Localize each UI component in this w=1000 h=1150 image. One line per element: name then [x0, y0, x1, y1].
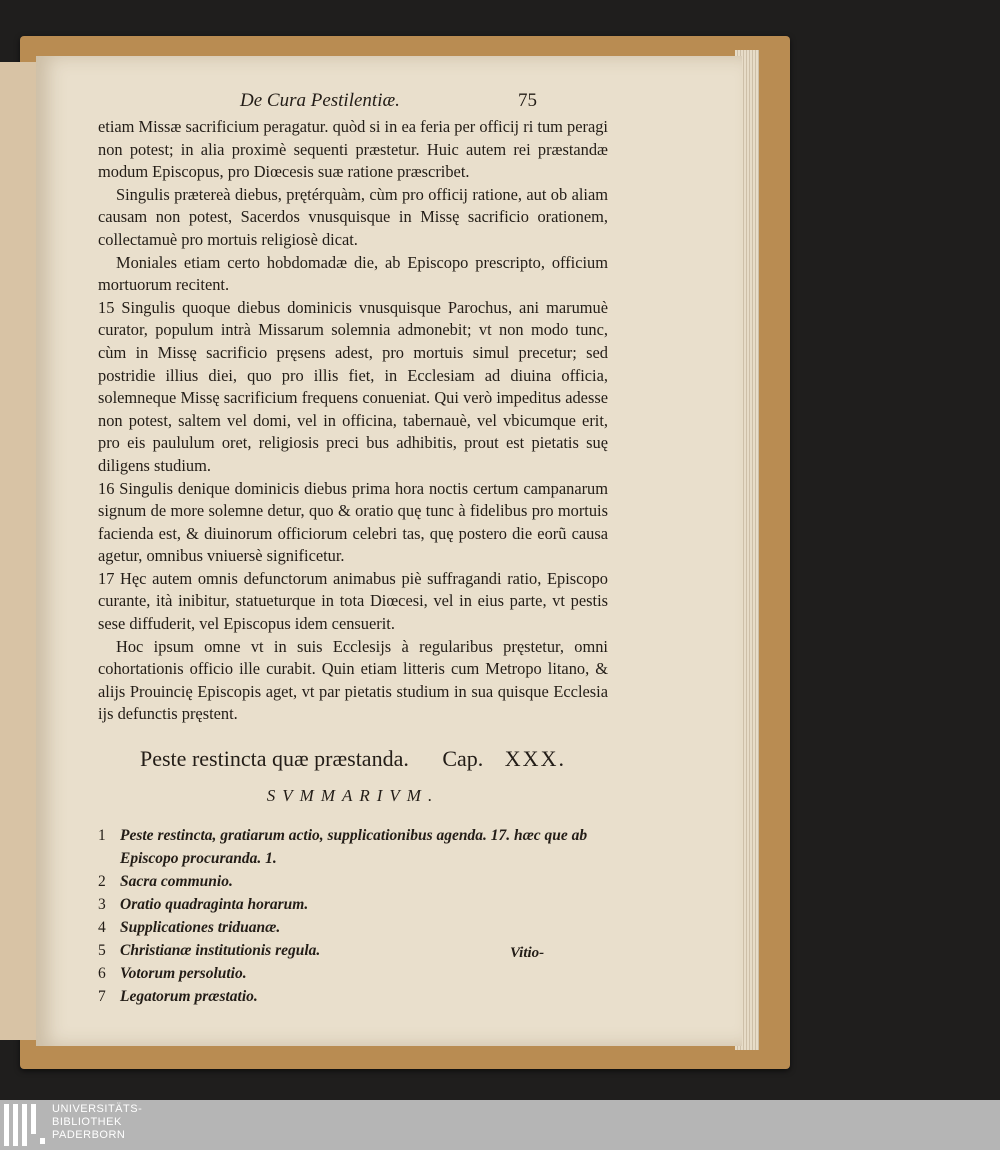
- summary-item-text: Sacra communio.: [120, 873, 233, 891]
- chapter-title: Peste restincta quæ præstanda.: [140, 746, 409, 772]
- chapter-number: XXX.: [504, 746, 566, 772]
- summary-item-number: 2: [98, 873, 106, 891]
- library-logo-icon: [4, 1104, 46, 1146]
- book-page: [36, 56, 742, 1046]
- summary-item: [98, 916, 608, 939]
- library-name-line: UNIVERSITÄTS-: [52, 1103, 143, 1115]
- summary-list: [98, 824, 608, 1008]
- running-head: [98, 90, 608, 116]
- page-number: 75: [518, 90, 537, 111]
- chapter-cap-label: Cap.: [442, 746, 484, 772]
- summary-item-text: Legatorum præstatio.: [120, 988, 258, 1006]
- paragraph: Hoc ipsum omne vt in suis Ecclesijs à regularibus pręstetur, omni cohortationis officio ille curabit. Quin etiam litteris cum Metropo litano, & alijs Prouincię Episcopis aget, vt par pietatis studium in sua quisque Ecclesia ijs defunctis pręstent.: [98, 636, 608, 724]
- chapter-heading: [98, 746, 608, 772]
- summary-item-text: Oratio quadraginta horarum.: [120, 896, 309, 914]
- running-title: De Cura Pestilentiæ.: [240, 90, 400, 111]
- paragraph: etiam Missæ sacrificium peragatur. quòd si in ea feria per officij ri tum peragi non potest; in alia proximè sequenti præstetur. Huic autem rei præstandæ modum Episcopus, pro Diœcesis suæ ratione præscribet.: [98, 117, 608, 182]
- paragraph: 15 Singulis quoque diebus dominicis vnusquisque Parochus, ani marumuè curator, populum intrà Missarum solemnia admonebit; vt non modo tunc, cùm in Missę sacrificio pręsens adest, pro mortuis simul precetur; sed postridie illius diei, quo pro illis fiet, in Ecclesiam ad diuina officia, solemneque Missę sacrificium frequens conueniat. Qui verò impeditus adesse non potest, saltem vel domi, vel in officina, tabernauè, vel vbicumque erit, pro eis paululum oret, religiosis preci bus adhibitis, prout est pietatis suę diligens studium.: [98, 297, 608, 475]
- paragraph: 16 Singulis denique dominicis diebus prima hora noctis certum campanarum signum de more solemne detur, quo & oratio quę tunc à fidelibus pro mortuis facienda est, & diuinorum officiorum celebri tas, quę postero die eorũ causa agetur, omnibus vniuersè significetur.: [98, 478, 608, 566]
- paragraph: 17 Hęc autem omnis defunctorum animabus piè suffragandi ratio, Episcopo curante, ità inibitur, statueturque in tota Diœcesi, vel in eius parte, vt pestis sese diffuderit, vel Episcopus idem censuerit.: [98, 568, 608, 634]
- summary-item-text: Supplicationes triduanæ.: [120, 919, 281, 937]
- summary-item: [98, 893, 608, 916]
- body-text: [98, 116, 608, 726]
- library-name-line: PADERBORN: [52, 1129, 126, 1141]
- library-name: [52, 1103, 142, 1142]
- summary-item-number: 4: [98, 919, 106, 937]
- summary-item-number: 7: [98, 988, 106, 1006]
- paragraph: Singulis prætereà diebus, prętérquàm, cùm pro officij ratione, aut ob aliam causam non potest, Sacerdos vnusquisque in Missę sacrificio orationem, collectamuè pro mortuis religiosè dicat.: [98, 184, 608, 249]
- summary-item-number: 6: [98, 965, 106, 983]
- library-name-line: BIBLIOTHEK: [52, 1116, 122, 1128]
- summary-item: [98, 824, 608, 870]
- summary-item-number: 5: [98, 942, 106, 960]
- paragraph: Moniales etiam certo hobdomadæ die, ab Episcopo prescripto, officium mortuorum recitent.: [98, 252, 608, 295]
- catchword: Vitio-: [510, 945, 545, 961]
- summary-heading: SVMMARIVM.: [266, 786, 440, 806]
- summary-item-number: 1: [98, 827, 106, 845]
- summary-item: [98, 870, 608, 893]
- summary-item-number: 3: [98, 896, 106, 914]
- library-footer: [0, 1100, 1000, 1150]
- page-content: [98, 90, 608, 1024]
- summary-item: [98, 962, 608, 985]
- summary-item: [98, 985, 608, 1008]
- summary-item-text: Christianæ institutionis regula.: [120, 942, 321, 960]
- summary-item-text: Votorum persolutio.: [120, 965, 247, 983]
- summary-item-text: Peste restincta, gratiarum actio, supplicationibus agenda. 17. hæc que ab Episcopo procuranda. 1.: [120, 827, 588, 868]
